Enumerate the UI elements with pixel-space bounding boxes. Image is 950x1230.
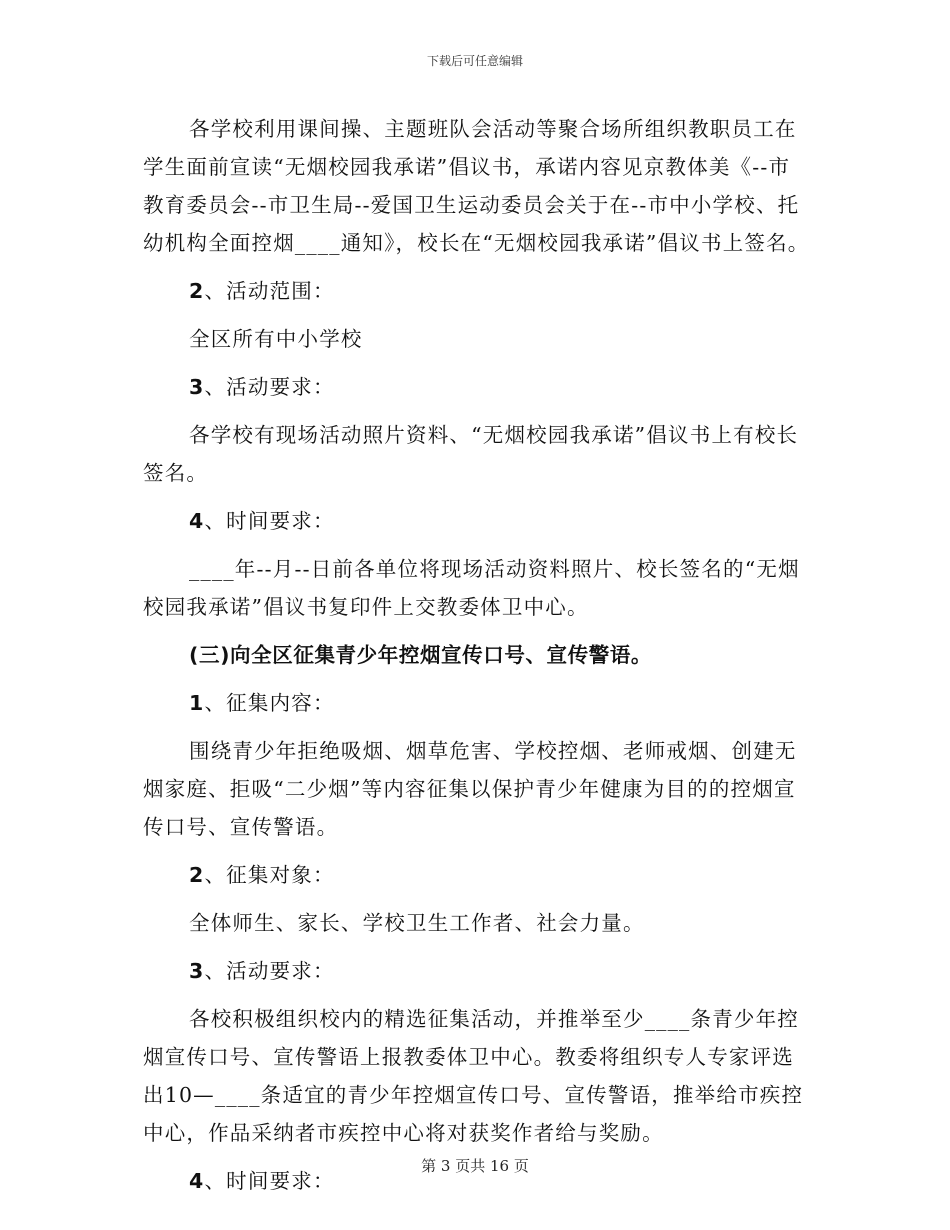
collect-requirement-heading-number: 3: [189, 959, 205, 983]
paragraph-collect-target: 全体师生、家长、学校卫生工作者、社会力量。: [189, 911, 645, 935]
paragraph-requirement: 各学校有现场活动照片资料、“无烟校园我承诺”倡议书上有校长签名。: [143, 423, 799, 485]
collect-target-heading: [143, 856, 811, 894]
page-footer: 第 3 页共 16 页: [421, 1157, 529, 1175]
paragraph-collect-requirement: 各校积极组织校内的精选征集活动，并推举至少____条青少年控烟宣传口号、宣传警语上报教委体卫中心。教委将组织专人专家评选出10—____条适宜的青少年控烟宣传口号、宣传警语，推举给市疾控中心，作品采纳者市疾控中心将对获奖作者给与奖励。: [143, 1007, 804, 1145]
collect-target-heading-number: 2: [189, 863, 205, 887]
time-heading: [143, 502, 811, 540]
time-heading-number: 4: [189, 509, 205, 533]
paragraph-scope: 全区所有中小学校: [189, 327, 363, 351]
collect-content-heading-label: 、征集内容：: [204, 691, 335, 715]
collect-content-heading-number: 1: [189, 691, 205, 715]
collect-requirement-heading-label: 、活动要求：: [204, 959, 335, 983]
collect-time-heading-number: 4: [189, 1169, 205, 1193]
section-title: (三)向全区征集青少年控烟宣传口号、宣传警语。: [189, 643, 653, 667]
paragraph-intro: 各学校利用课间操、主题班队会活动等聚合场所组织教职员工在学生面前宣读“无烟校园我承诺”倡议书，承诺内容见京教体美《--市教育委员会--市卫生局--爱国卫生运动委员会关于在--市中小学校、托幼机构全面控烟____通知》，校长在“无烟校园我承诺”倡议书上签名。: [143, 117, 810, 255]
collect-requirement-heading: [143, 952, 811, 990]
scope-heading-label: 、活动范围：: [204, 279, 335, 303]
requirement-heading-number: 3: [189, 375, 205, 399]
document-body: [143, 110, 811, 1210]
requirement-heading: [143, 368, 811, 406]
scope-heading: [143, 272, 811, 310]
collect-target-heading-label: 、征集对象：: [204, 863, 335, 887]
collect-time-heading-label: 、时间要求：: [204, 1169, 335, 1193]
requirement-heading-label: 、活动要求：: [204, 375, 335, 399]
paragraph-collect-content: 围绕青少年拒绝吸烟、烟草危害、学校控烟、老师戒烟、创建无烟家庭、拒吸“二少烟”等内容征集以保护青少年健康为目的的控烟宣传口号、宣传警语。: [143, 739, 797, 839]
scope-heading-number: 2: [189, 279, 205, 303]
time-heading-label: 、时间要求：: [204, 509, 335, 533]
collect-content-heading: [143, 684, 811, 722]
page-header: 下载后可任意编辑: [426, 54, 523, 68]
paragraph-time: ____年--月--日前各单位将现场活动资料照片、校长签名的“无烟校园我承诺”倡议书复印件上交教委体卫中心。: [143, 557, 800, 619]
